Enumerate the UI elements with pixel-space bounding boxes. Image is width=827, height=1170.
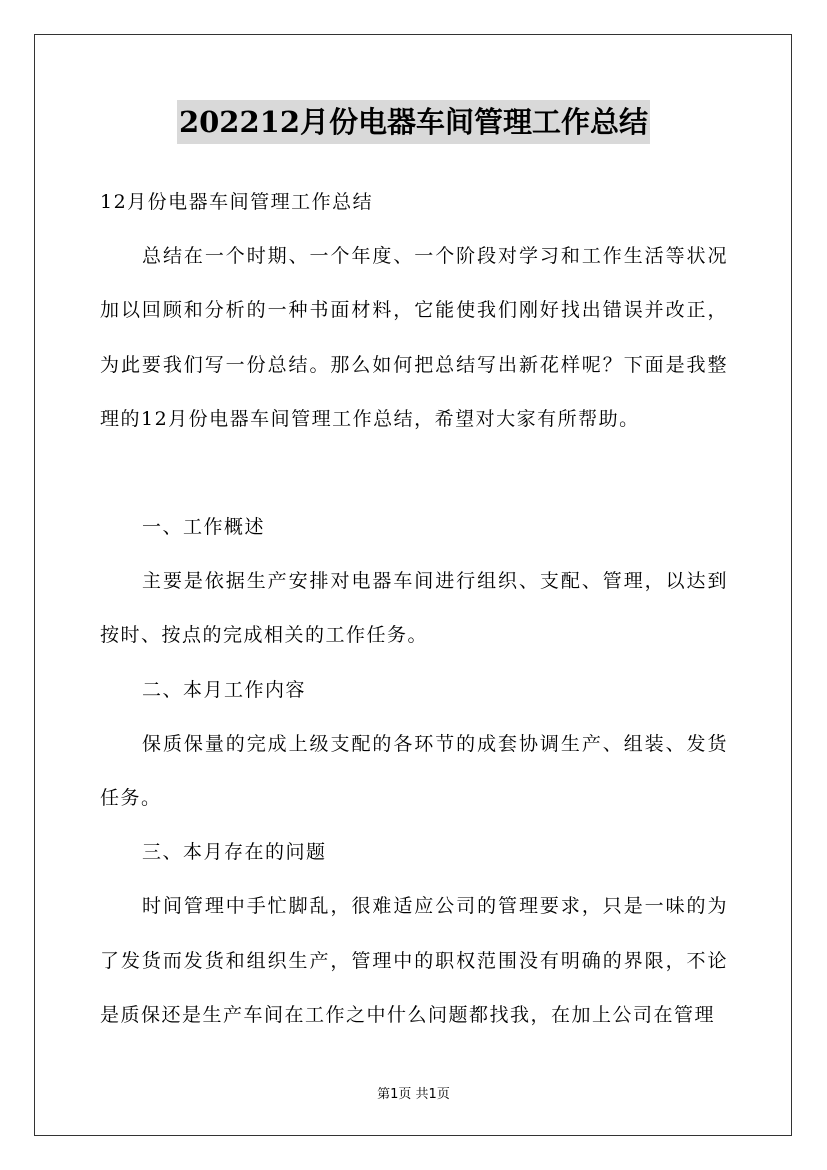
section-1-heading: 一、工作概述 [142, 516, 266, 539]
subtitle: 12月份电器车间管理工作总结 [100, 191, 374, 213]
section-1-body: 主要是依据生产安排对电器车间进行组织、支配、管理，以达到按时、按点的完成相关的工作任务。 [100, 570, 728, 647]
page-footer [0, 1083, 827, 1102]
document-body [100, 175, 728, 1042]
section-2-heading: 二、本月工作内容 [142, 678, 307, 701]
section-3-heading: 三、本月存在的问题 [142, 841, 327, 864]
section-3-body: 时间管理中手忙脚乱，很难适应公司的管理要求，只是一味的为了发货而发货和组织生产，管理中的职权范围没有明确的界限，不论是质保还是生产车间在工作之中什么问题都找我，在加上公司在管理 [100, 895, 728, 1026]
intro-paragraph: 总结在一个时期、一个年度、一个阶段对学习和工作生活等状况加以回顾和分析的一种书面材料，它能使我们刚好找出错误并改正，为此要我们写一份总结。那么如何把总结写出新花样呢？下面是我整理的12月份电器车间管理工作总结，希望对大家有所帮助。 [100, 245, 728, 430]
blank-line [100, 446, 728, 500]
document-title-block [0, 100, 827, 144]
document-title: 202212月份电器车间管理工作总结 [177, 100, 650, 144]
section-2-body: 保质保量的完成上级支配的各环节的成套协调生产、组装、发货任务。 [100, 732, 728, 810]
page-number: 第1页 共1页 [377, 1087, 450, 1102]
